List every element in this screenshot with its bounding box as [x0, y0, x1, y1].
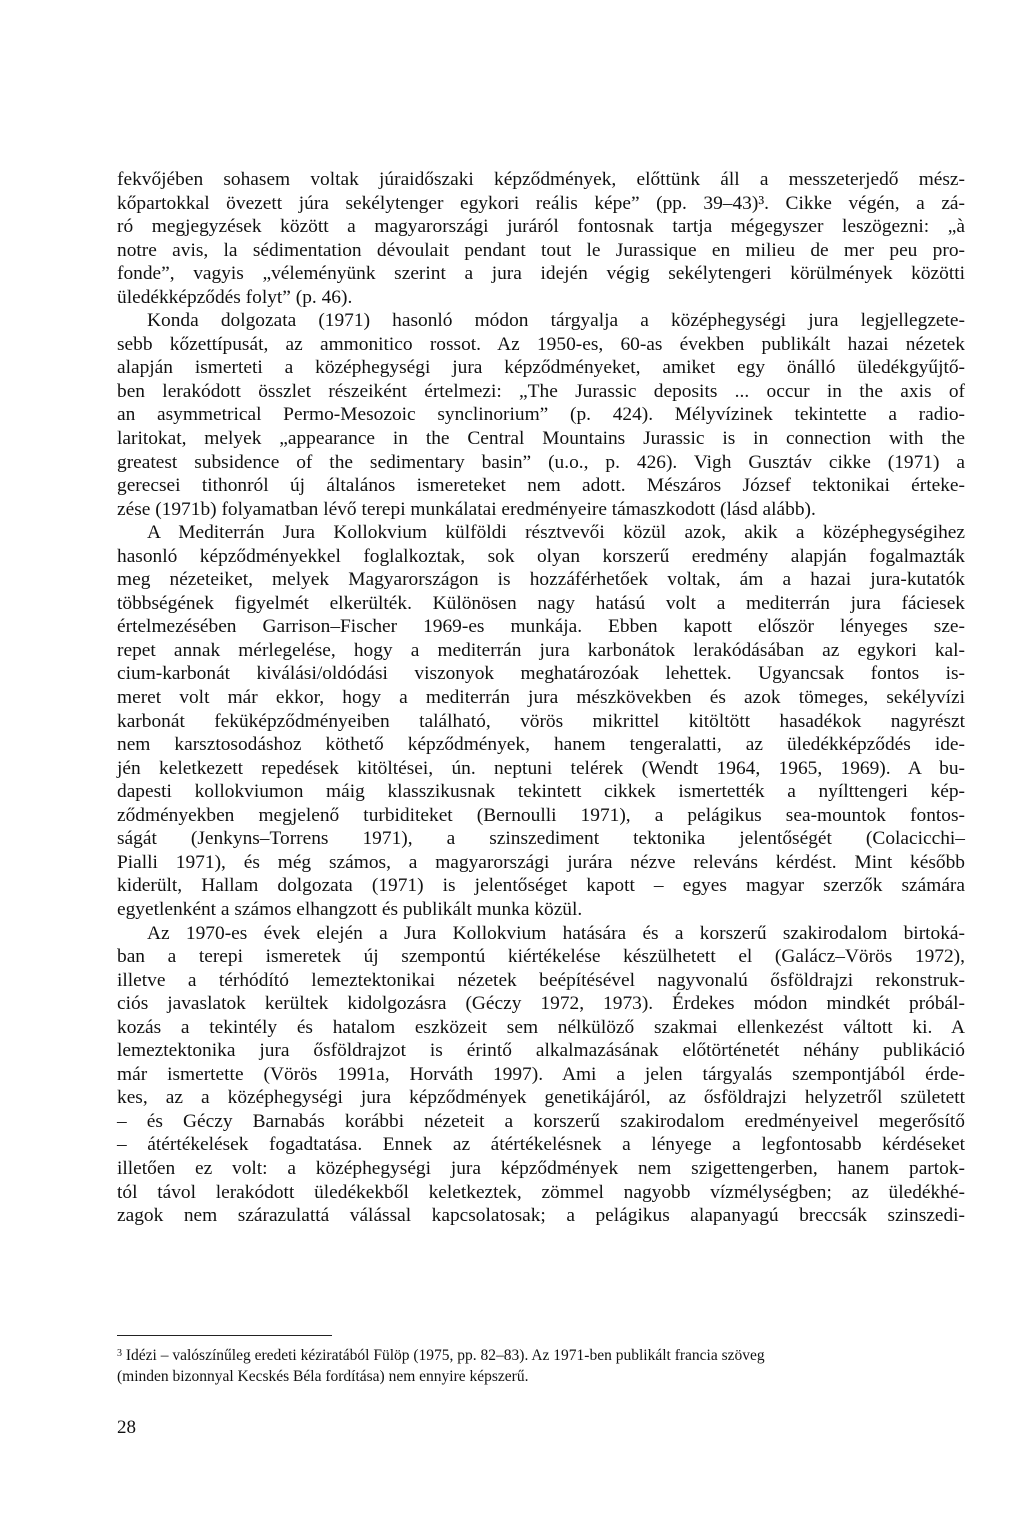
- body-line: laritokat, melyek „appearance in the Central Mountains Jurassic is in connection with the: [117, 428, 965, 450]
- body-line: többségének figyelmét elkerülték. Különösen nagy hatású volt a mediterrán jura fáciesek: [117, 592, 965, 614]
- footnote: [117, 1345, 965, 1387]
- footnote-marker: 3: [117, 1348, 122, 1359]
- body-line: ró megjegyzések között a magyarországi juráról fontosnak tartja mégegyszer leszögezni: „à: [117, 216, 965, 238]
- footnote-line-2: [117, 1366, 965, 1387]
- body-line: Az 1970-es évek elején a Jura Kollokvium hatására és a korszerű szakirodalom birtoká-: [147, 922, 965, 944]
- body-line: kozás a tekintély és hatalom eszközeit sem nélkülöző szakmai ellenkezést váltott ki. A: [117, 1016, 965, 1038]
- body-line: greatest subsidence of the sedimentary basin” (u.o., p. 426). Vigh Gusztáv cikke (1971) a: [117, 451, 965, 473]
- footnote-text-2: (minden bizonnyal Kecskés Béla fordítása) nem ennyire képszerű.: [117, 1368, 529, 1385]
- body-line: jén keletkezett repedések kitöltései, ún. neptuni telérek (Wendt 1964, 1965, 1969). A bu-: [117, 757, 965, 779]
- body-line: már ismertette (Vörös 1991a, Horváth 1997). Ami a jelen tárgyalás szempontjából érde-: [117, 1063, 965, 1085]
- body-line: – és Géczy Barnabás korábbi nézeteit a korszerű szakirodalom eredményeivel megerősítő: [117, 1110, 965, 1132]
- body-line: illetve a térhódító lemeztektonikai nézetek beépítésével nagyvonalú ősföldrajzi rekonstruk-: [117, 969, 965, 991]
- body-line: meret volt már ekkor, hogy a mediterrán jura mészkövekben és azok tömeges, sekélyvízi: [117, 687, 965, 709]
- body-line: egyetlenként a számos elhangzott és publikált munka közül.: [117, 898, 583, 920]
- body-line: lemeztektonika jura ősföldrajzot is érintő alkalmazásának előtörténetét néhány publikáció: [117, 1040, 965, 1062]
- body-line: sebb kőzettípusát, az ammonitico rossot. Az 1950-es, 60-as években publikált hazai nézetek: [117, 333, 965, 355]
- body-line: illetően ez volt: a középhegységi jura képződmények nem szigettengerben, hanem partok-: [117, 1157, 965, 1179]
- body-line: kiderült, Hallam dolgozata (1971) is jelentőséget kapott – egyes magyar szerzők számára: [117, 875, 965, 897]
- body-line: tól távol lerakódott üledékekből keletkeztek, zömmel nagyobb vízmélységben; az üledékhé-: [117, 1181, 965, 1203]
- body-line: fonde”, vagyis „véleményünk szerint a jura idején végig sekélytengeri körülmények közötti: [117, 263, 965, 285]
- body-line: Pialli 1971), és még számos, a magyarországi jurára nézve releváns kérdést. Mint később: [117, 851, 965, 873]
- body-line: repet annak mérlegelése, hogy a mediterrán jura karbonátok lerakódásában az egykori kal-: [117, 639, 965, 661]
- body-line: notre avis, la sédimentation dévoulait pendant tout le Jurassique en milieu de mer peu pro-: [117, 239, 965, 261]
- body-line: értelmezésében Garrison–Fischer 1969-es munkája. Ebben kapott először lényeges sze-: [117, 616, 965, 638]
- body-line: karbonát feküképződményeiben található, vörös mikrittel kitöltött hasadékok nagyrészt: [117, 710, 965, 732]
- body-line: alapján ismerteti a középhegységi jura képződményeket, amiket egy önálló üledékgyűjtő-: [117, 357, 965, 379]
- body-line: ciós javaslatok kerültek kidolgozásra (Géczy 1972, 1973). Érdekes módon mindkét próbál-: [117, 993, 965, 1015]
- body-line: an asymmetrical Permo-Mesozoic synclinorium” (p. 424). Mélyvízinek tekintette a radio-: [117, 404, 965, 426]
- body-line: meg nézeteiket, melyek Magyarországon is hozzáférhetőek voltak, ám a hazai jura-kutatók: [117, 569, 965, 591]
- body-line: üledékképződés folyt” (p. 46).: [117, 286, 353, 308]
- body-line: dapesti kollokviumon máig klasszikusnak tekintett cikkek ismertették a nyílttengeri kép-: [117, 781, 965, 803]
- body-line: A Mediterrán Jura Kollokvium külföldi résztvevői közül azok, akik a középhegységihez: [147, 522, 965, 544]
- footnote-line-1: [117, 1345, 965, 1366]
- body-line: ben lerakódott összlet részeiként értelmezi: „The Jurassic deposits ... occur in the axis of: [117, 380, 965, 402]
- body-line: ban a terepi ismeretek új szempontú kiértékelése készülhetett el (Galácz–Vörös 1972),: [117, 946, 965, 968]
- body-line: ságát (Jenkyns–Torrens 1971), a szinszediment tektonika jelentőségét (Colacicchi–: [117, 828, 965, 850]
- body-line: – átértékelések fogadtatása. Ennek az átértékelésnek a lényege a legfontosabb kérdéseket: [117, 1134, 965, 1156]
- body-line: zése (1971b) folyamatban lévő terepi munkálatai eredményeire támaszkodott (lásd alább).: [117, 498, 816, 520]
- footnote-text-1: Idézi – valószínűleg eredeti kéziratából Fülöp (1975, pp. 82–83). Az 1971-ben publikált francia szöveg: [125, 1347, 765, 1364]
- footnote-separator: [117, 1335, 332, 1336]
- body-text: [117, 168, 965, 1228]
- body-line: gerecsei tithonról új általános ismereteket nem adott. Mészáros József tektonikai érteke-: [117, 475, 965, 497]
- body-line: fekvőjében sohasem voltak júraidőszaki képződmények, előttünk áll a messzeterjedő mész-: [117, 169, 965, 190]
- page-number: 28: [117, 1417, 136, 1438]
- body-line: zagok nem szárazulattá válással kapcsolatosak; a pelágikus alapanyagú breccsák szinszedi-: [117, 1205, 965, 1227]
- body-line: kes, az a középhegységi jura képződmények genetikájáról, az ősföldrajzi helyzetről született: [117, 1087, 965, 1109]
- body-line: hasonló képződményekkel foglalkoztak, sok olyan korszerű eredmény alapján fogalmazták: [117, 545, 965, 567]
- body-line: Konda dolgozata (1971) hasonló módon tárgyalja a középhegységi jura legjellegzete-: [147, 310, 965, 332]
- body-line: kőpartokkal övezett júra sekélytenger egykori reális képe” (pp. 39–43)³. Cikke végén, a zá-: [117, 192, 965, 214]
- body-line: nem karsztosodáshoz köthető képződmények, hanem tengeralatti, az üledékképződés ide-: [117, 734, 965, 756]
- body-line: cium-karbonát kiválási/oldódási viszonyok meghatározóak lehettek. Ugyancsak fontos is-: [117, 663, 965, 685]
- body-line: ződményekben megjelenő turbiditeket (Bernoulli 1971), a pelágikus sea-mountok fontos-: [117, 804, 965, 826]
